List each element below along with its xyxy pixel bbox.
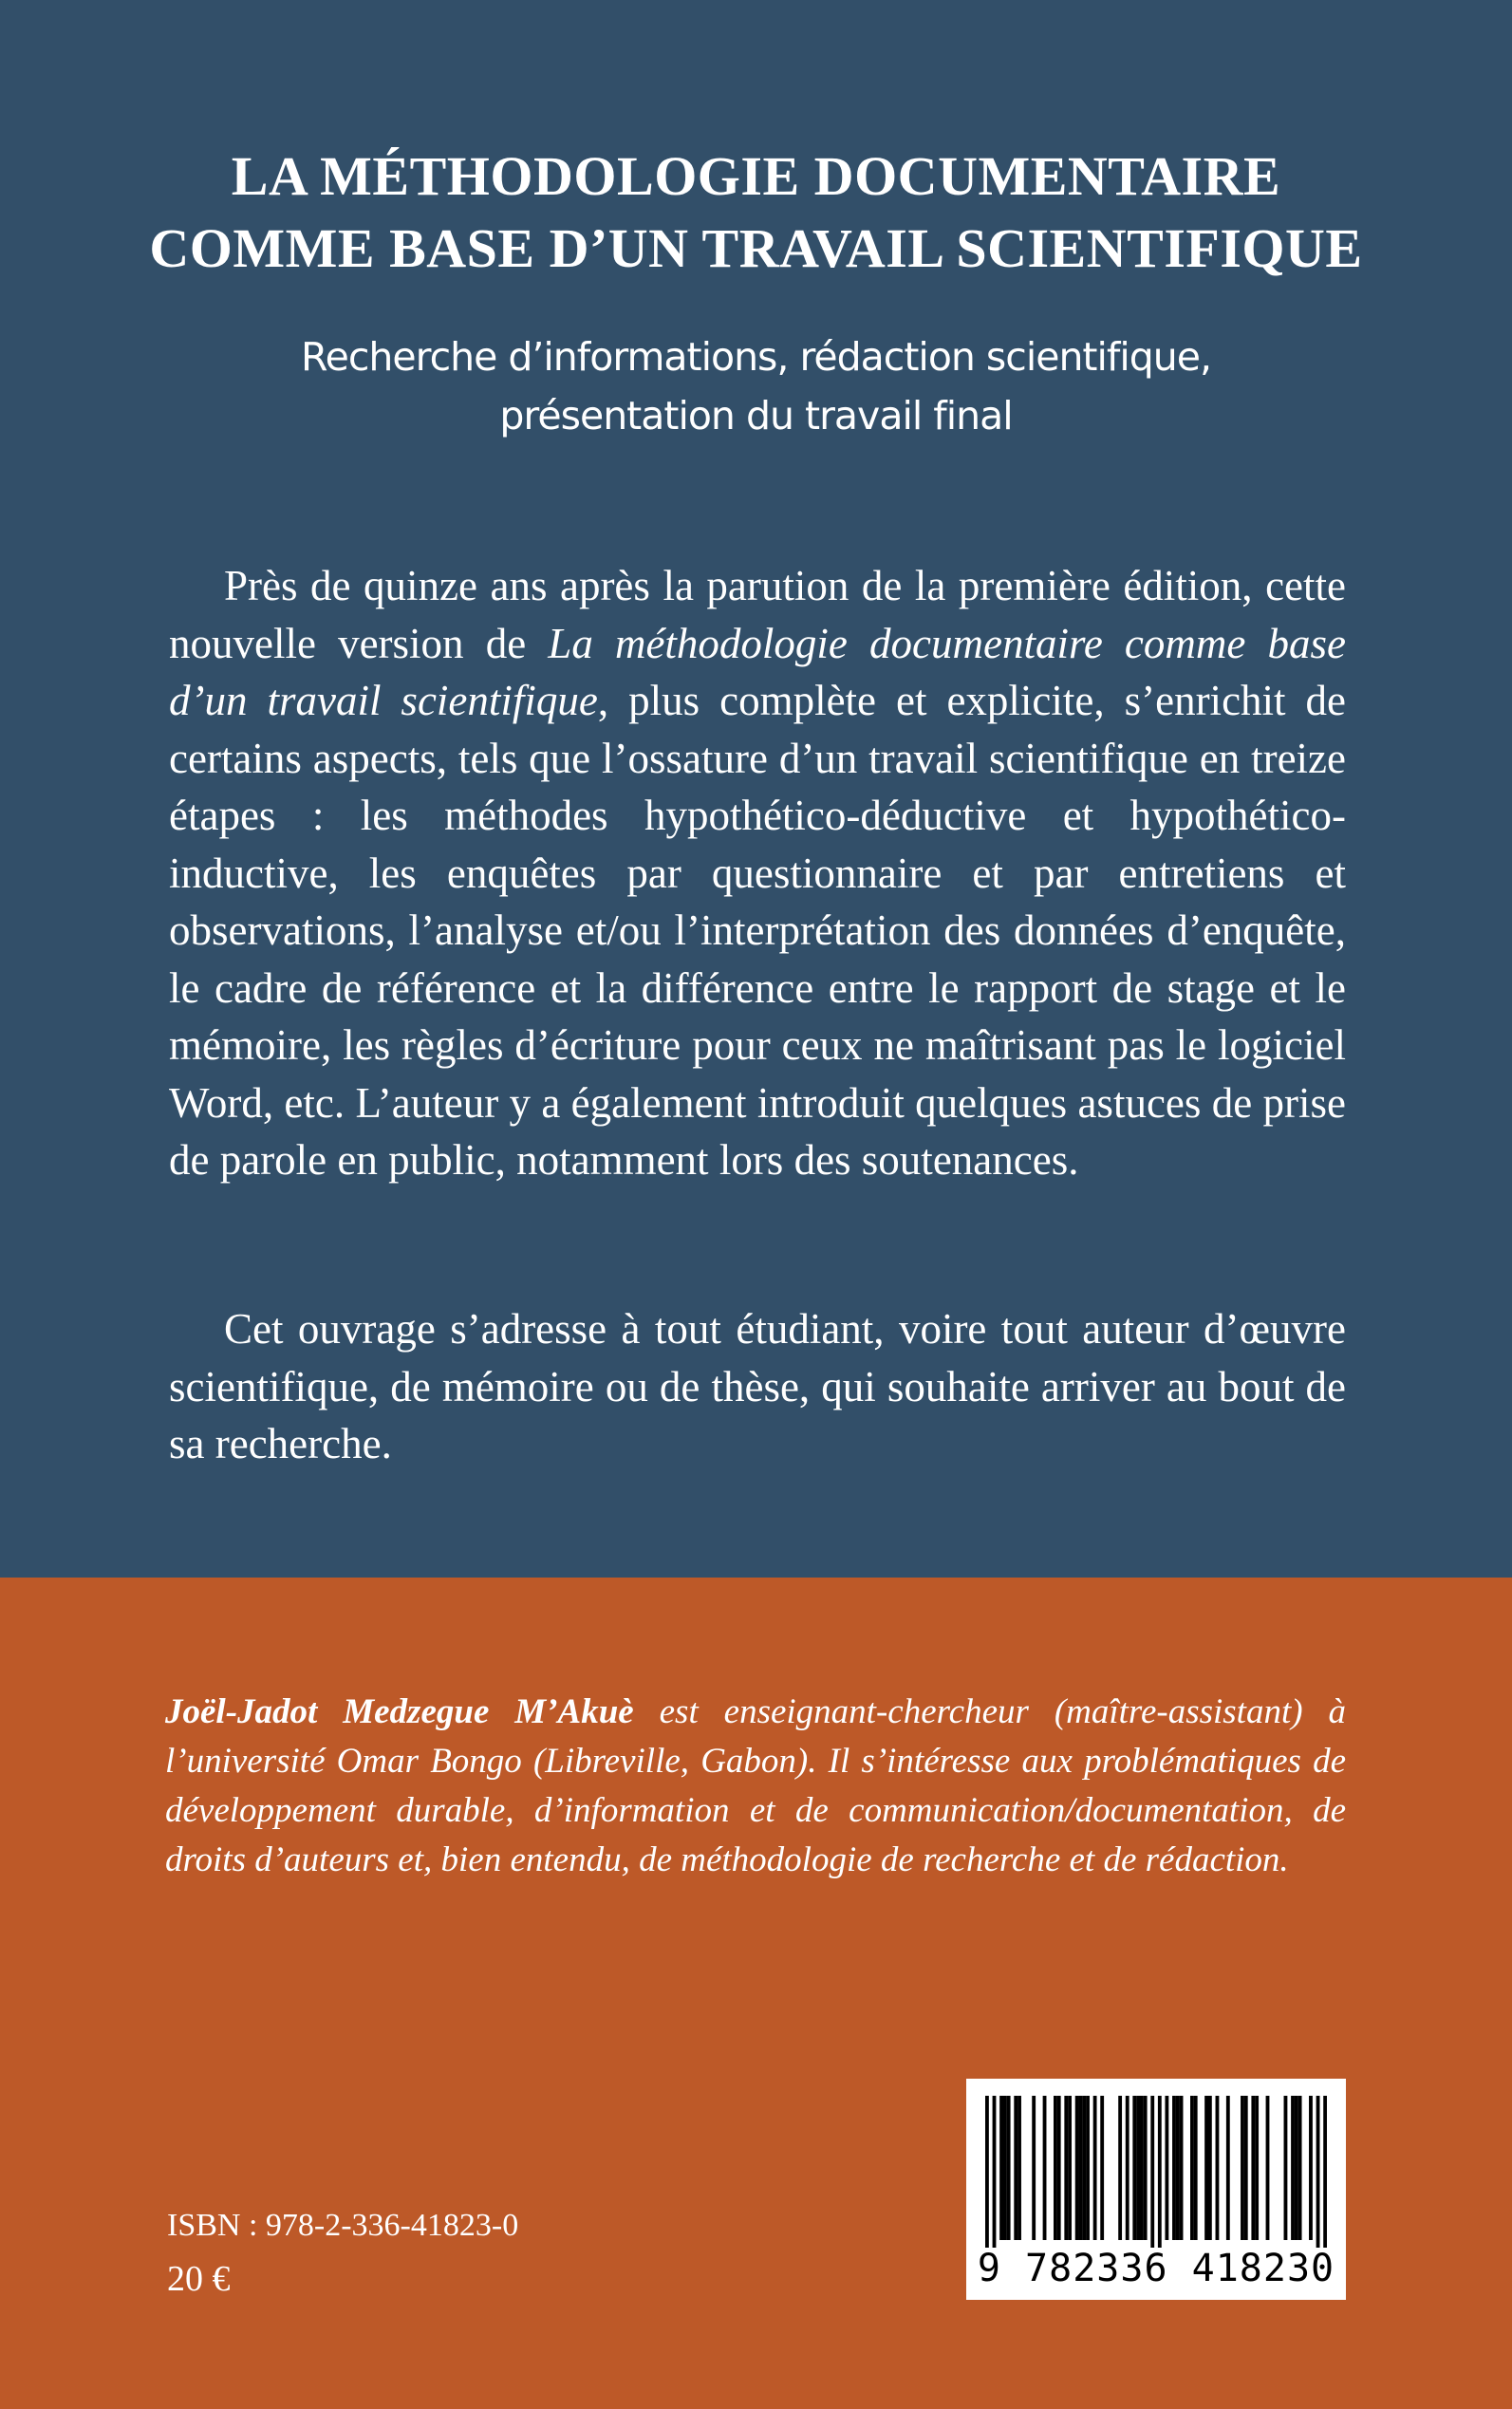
barcode-bar [999,2096,1003,2240]
barcode-bar [1255,2096,1259,2240]
barcode-bar [1100,2096,1104,2240]
barcode [966,2079,1346,2300]
barcode-bar [1064,2096,1068,2240]
barcode-number: 9 782336 418230 [977,2247,1335,2290]
barcode-bar [1043,2096,1047,2240]
author-bio-text: est enseignant-chercheur (maître-assistant) à l’université Omar Bongo (Libreville, Gabon). Il s’intéresse aux problématiques de développement durable, d’information et de communication/documentation, de droits d’auteurs et, bien entendu, de méthodologie de recherche et de rédaction. [165,1692,1346,1879]
barcode-bar [1165,2096,1168,2240]
barcode-bar [1323,2096,1327,2248]
barcode-bar [1226,2096,1230,2240]
barcode-bar [1266,2096,1270,2240]
blurb-paragraph-2: Cet ouvrage s’adresse à tout étudiant, voire tout auteur d’œuvre scientifique, de mémoire ou de thèse, qui souhaite arriver au bout de sa recherche. [169,1305,1346,1467]
barcode-bar [1190,2096,1194,2240]
blurb-paragraph-1 [169,557,1346,1189]
barcode-bar [993,2096,997,2248]
barcode-bar [985,2096,989,2248]
barcode-bar [1291,2096,1295,2240]
barcode-bar [1251,2096,1255,2240]
author-bio [165,1688,1346,1885]
barcode-bar [1241,2096,1244,2240]
barcode-bar [1208,2096,1212,2240]
barcode-bar [1082,2096,1086,2240]
barcode-bar [1014,2096,1017,2240]
barcode-bar [1144,2096,1148,2240]
barcode-bars [985,2096,1327,2248]
barcode-bar [1284,2096,1288,2240]
title-line-2: COMME BASE D’UN TRAVAIL SCIENTIFIQUE [149,217,1363,279]
barcode-bar [1298,2096,1302,2240]
barcode-bar [1244,2096,1248,2240]
barcode-bar [1007,2096,1011,2240]
barcode-bar [1150,2096,1154,2248]
barcode-bar [1309,2096,1313,2240]
barcode-bar [1136,2096,1140,2240]
barcode-bar [1003,2096,1007,2240]
barcode-bar [1054,2096,1057,2240]
barcode-bar [1140,2096,1144,2240]
isbn-label: ISBN : 978-2-336-41823-0 [167,2208,519,2243]
barcode-bar [1295,2096,1298,2240]
barcode-bar [1132,2096,1136,2240]
book-subtitle [0,327,1512,445]
title-line-1: LA MÉTHODOLOGIE DOCUMENTAIRE [231,145,1281,207]
barcode-bar [1032,2096,1036,2240]
subtitle-line-2: présentation du travail final [499,393,1013,439]
barcode-bar [1126,2096,1129,2240]
barcode-bar [1079,2096,1083,2240]
barcode-bar [1216,2096,1220,2240]
book-title [0,140,1512,285]
blurb-p1-end: , plus complète et explicite, s’enrichit de certains aspects, tels que l’ossature d’un travail scientifique en treize étapes : les méthodes hypothético-déductive et hypothético-inductive, les enquêtes par questionnaire et par entretiens et observations, l’analyse et/ou l’interprétation des données d’enquête, le cadre de référence et la différence entre le rapport de stage et le mémoire, les règles d’écriture pour ceux ne maîtrisant pas le logiciel Word, etc. L’auteur y a également introduit quelques astuces de prise de parole en public, notamment lors des soutenances. [169,677,1346,1184]
barcode-bar [1316,2096,1320,2248]
price-label: 20 € [167,2259,231,2299]
barcode-bar [1068,2096,1072,2240]
barcode-bar [1180,2096,1184,2240]
subtitle-line-1: Recherche d’informations, rédaction scientifique, [301,334,1211,380]
barcode-bar [1194,2096,1198,2240]
barcode-bar [1158,2096,1162,2248]
barcode-bar [1057,2096,1061,2240]
barcode-bar [1093,2096,1097,2240]
barcode-bar [1172,2096,1176,2240]
barcode-bar [1118,2096,1122,2240]
barcode-bar [1017,2096,1021,2240]
barcode-bar [1176,2096,1180,2240]
author-name: Joël-Jadot Medzegue M’Akuè [165,1692,634,1731]
blurb-p1-start: Près de quinze ans après la parution de la première édition, cette nouvelle version de [169,562,1346,667]
barcode-bar [1086,2096,1090,2240]
barcode-bar [1075,2096,1079,2240]
blurb-p1-book-title: La méthodologie documentaire comme base d’un travail scientifique [169,619,1346,724]
barcode-bar [1204,2096,1208,2240]
